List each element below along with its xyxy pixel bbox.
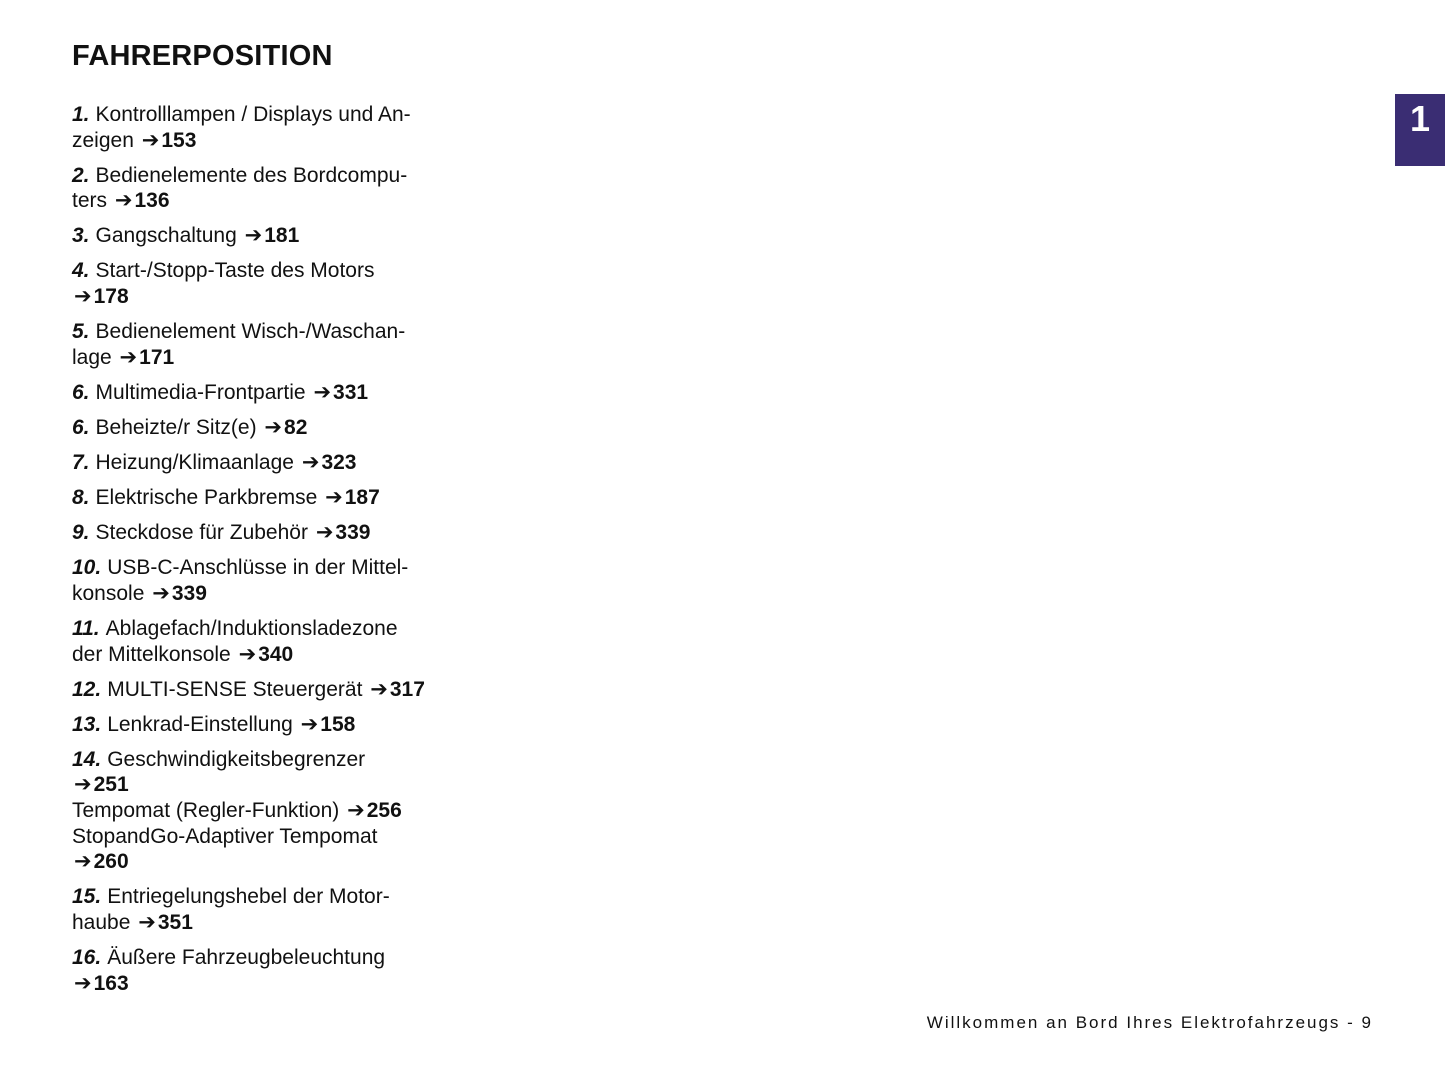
page-number: 163 — [93, 971, 129, 995]
page-number: 171 — [139, 345, 175, 369]
item-number: 8. — [72, 486, 90, 510]
list-item — [72, 163, 472, 214]
page-number: 82 — [284, 415, 308, 439]
list-item-line — [72, 910, 472, 936]
item-label: lage — [72, 345, 112, 369]
arrow-right-icon: ➔ — [152, 581, 170, 605]
list-item-line — [72, 520, 472, 546]
list-item-line — [72, 971, 472, 997]
item-label: Heizung/Klimaanlage — [95, 451, 294, 475]
item-number: 9. — [72, 521, 90, 545]
item-label: Start-/Stopp-Taste des Motors — [95, 259, 375, 283]
list-item — [72, 258, 472, 309]
page-number: 256 — [366, 799, 402, 823]
arrow-right-icon: ➔ — [114, 189, 133, 213]
item-number: 11. — [72, 617, 100, 640]
arrow-right-icon: ➔ — [74, 850, 92, 874]
list-item-line — [72, 415, 472, 441]
item-label: Beheizte/r Sitz(e) — [95, 415, 257, 439]
list-item-line — [72, 884, 472, 910]
page-reference-link[interactable] — [231, 643, 294, 666]
list-item — [72, 747, 472, 875]
page-reference-link[interactable] — [144, 582, 207, 605]
arrow-right-icon: ➔ — [313, 380, 332, 404]
page-reference-link[interactable] — [72, 972, 129, 995]
page-number: 181 — [264, 224, 300, 248]
page-reference-link[interactable] — [293, 713, 356, 736]
list-item — [72, 415, 472, 441]
page-number: 251 — [93, 773, 129, 797]
arrow-right-icon: ➔ — [74, 285, 92, 309]
arrow-right-icon: ➔ — [264, 415, 283, 439]
item-number: 10. — [72, 556, 102, 580]
list-item-line — [72, 188, 472, 214]
page-number: 136 — [134, 189, 170, 213]
arrow-right-icon: ➔ — [244, 224, 263, 248]
list-item-line — [72, 824, 472, 850]
list-item-line — [72, 712, 472, 738]
page-number: 260 — [93, 850, 129, 874]
list-item-line — [72, 849, 472, 875]
list-item — [72, 555, 472, 606]
list-item — [72, 712, 472, 738]
list-item — [72, 102, 472, 153]
item-label: MULTI-SENSE Steuergerät — [107, 677, 363, 701]
list-item-line — [72, 319, 472, 345]
item-label: Elektrische Parkbremse — [95, 486, 318, 510]
page-reference-link[interactable] — [72, 773, 129, 796]
page-reference-link[interactable] — [72, 285, 129, 308]
item-label: USB-C-Anschlüsse in der Mittel- — [107, 556, 409, 580]
item-number: 15. — [72, 885, 102, 909]
list-item-line — [72, 380, 472, 406]
list-item-line — [72, 102, 472, 128]
page-number: 317 — [389, 677, 425, 701]
page-title: FAHRERPOSITION — [72, 40, 333, 72]
item-number: 1. — [72, 103, 90, 126]
item-number: 13. — [72, 712, 102, 736]
page-footer: Willkommen an Bord Ihres Elektrofahrzeugs - 9 — [926, 1013, 1373, 1032]
item-label: Multimedia-Frontpartie — [95, 380, 306, 404]
list-item-line — [72, 677, 472, 703]
item-number: 16. — [72, 946, 102, 970]
arrow-right-icon: ➔ — [300, 712, 319, 736]
list-item — [72, 616, 472, 667]
list-item — [72, 450, 472, 476]
list-item-line — [72, 284, 472, 310]
item-number: 4. — [72, 259, 90, 283]
item-label: Lenkrad-Einstellung — [107, 712, 293, 736]
item-label: Gangschaltung — [95, 224, 237, 248]
chapter-tab[interactable]: 1 — [1395, 94, 1445, 166]
page-number: 153 — [161, 128, 197, 152]
arrow-right-icon: ➔ — [315, 521, 334, 545]
item-label: konsole — [72, 581, 145, 605]
list-item-line — [72, 581, 472, 607]
item-label: Bedienelemente des Bordcompu- — [95, 163, 408, 187]
page-reference-link[interactable] — [308, 521, 371, 544]
page-reference-link[interactable] — [107, 189, 170, 212]
item-label: Entriegelungshebel der Motor- — [107, 885, 390, 909]
list-item — [72, 945, 472, 996]
page-number: 339 — [171, 581, 207, 605]
item-number: 7. — [72, 451, 90, 475]
list-item-line — [72, 772, 472, 798]
list-item — [72, 520, 472, 546]
page-reference-link[interactable] — [130, 911, 193, 934]
item-label: Tempomat (Regler-Funktion) — [72, 799, 340, 823]
list-item-line — [72, 555, 472, 581]
list-item — [72, 380, 472, 406]
arrow-right-icon: ➔ — [74, 971, 92, 995]
item-label: Geschwindigkeitsbegrenzer — [107, 747, 366, 771]
list-item — [72, 223, 472, 249]
page-number: 339 — [335, 521, 371, 545]
list-item-line — [72, 128, 472, 154]
item-label: Steckdose für Zubehör — [95, 521, 308, 545]
page-number: 187 — [344, 486, 380, 510]
list-item — [72, 677, 472, 703]
arrow-right-icon: ➔ — [141, 128, 160, 152]
item-number: 6. — [72, 415, 90, 439]
arrow-right-icon: ➔ — [301, 451, 320, 475]
list-item-line — [72, 345, 472, 371]
item-number: 2. — [72, 163, 90, 187]
arrow-right-icon: ➔ — [138, 910, 156, 934]
item-label: StopandGo-Adaptiver Tempomat — [72, 824, 378, 848]
item-label: Kontrolllampen / Displays und An- — [95, 103, 411, 126]
item-number: 6. — [72, 380, 90, 404]
list-item-line — [72, 616, 472, 642]
list-item-line — [72, 450, 472, 476]
page-number: 331 — [333, 380, 369, 404]
page-reference-link[interactable] — [134, 129, 197, 152]
arrow-right-icon: ➔ — [74, 773, 92, 797]
item-label: Bedienelement Wisch-/Waschan- — [95, 320, 406, 344]
item-label: Äußere Fahrzeugbeleuchtung — [107, 946, 386, 970]
page-number: 323 — [321, 451, 357, 475]
list-item — [72, 319, 472, 370]
list-item-line — [72, 642, 472, 668]
page-number: 158 — [320, 712, 356, 736]
component-list — [72, 102, 472, 1006]
list-item-line — [72, 163, 472, 189]
list-item-line — [72, 485, 472, 511]
page-reference-link[interactable] — [317, 486, 380, 509]
item-number: 3. — [72, 224, 90, 248]
item-number: 14. — [72, 747, 102, 771]
page-reference-link[interactable] — [294, 451, 357, 474]
item-label: der Mittelkonsole — [72, 642, 231, 666]
item-number: 5. — [72, 320, 90, 344]
item-label: Ablagefach/Induktionsladezone — [105, 617, 398, 640]
list-item-line — [72, 798, 472, 824]
arrow-right-icon: ➔ — [119, 345, 138, 369]
item-number: 12. — [72, 677, 102, 701]
arrow-right-icon: ➔ — [325, 486, 343, 510]
page-reference-link[interactable] — [72, 850, 129, 873]
page-reference-link[interactable] — [257, 416, 308, 439]
item-label: zeigen — [72, 128, 134, 152]
page-reference-link[interactable] — [339, 799, 402, 822]
item-label: haube — [72, 910, 131, 934]
page-reference-link[interactable] — [112, 346, 175, 369]
arrow-right-icon: ➔ — [370, 677, 388, 701]
list-item-line — [72, 258, 472, 284]
list-item-line — [72, 747, 472, 773]
list-item-line — [72, 223, 472, 249]
page-reference-link[interactable] — [306, 381, 369, 404]
arrow-right-icon: ➔ — [238, 642, 257, 666]
page-reference-link[interactable] — [237, 224, 300, 247]
arrow-right-icon: ➔ — [347, 799, 365, 823]
page-number: 340 — [258, 642, 294, 666]
page-number: 178 — [93, 285, 129, 309]
list-item-line — [72, 945, 472, 971]
list-item — [72, 485, 472, 511]
item-label: ters — [72, 189, 108, 213]
page-reference-link[interactable] — [362, 678, 425, 701]
page-number: 351 — [157, 910, 193, 934]
list-item — [72, 884, 472, 935]
